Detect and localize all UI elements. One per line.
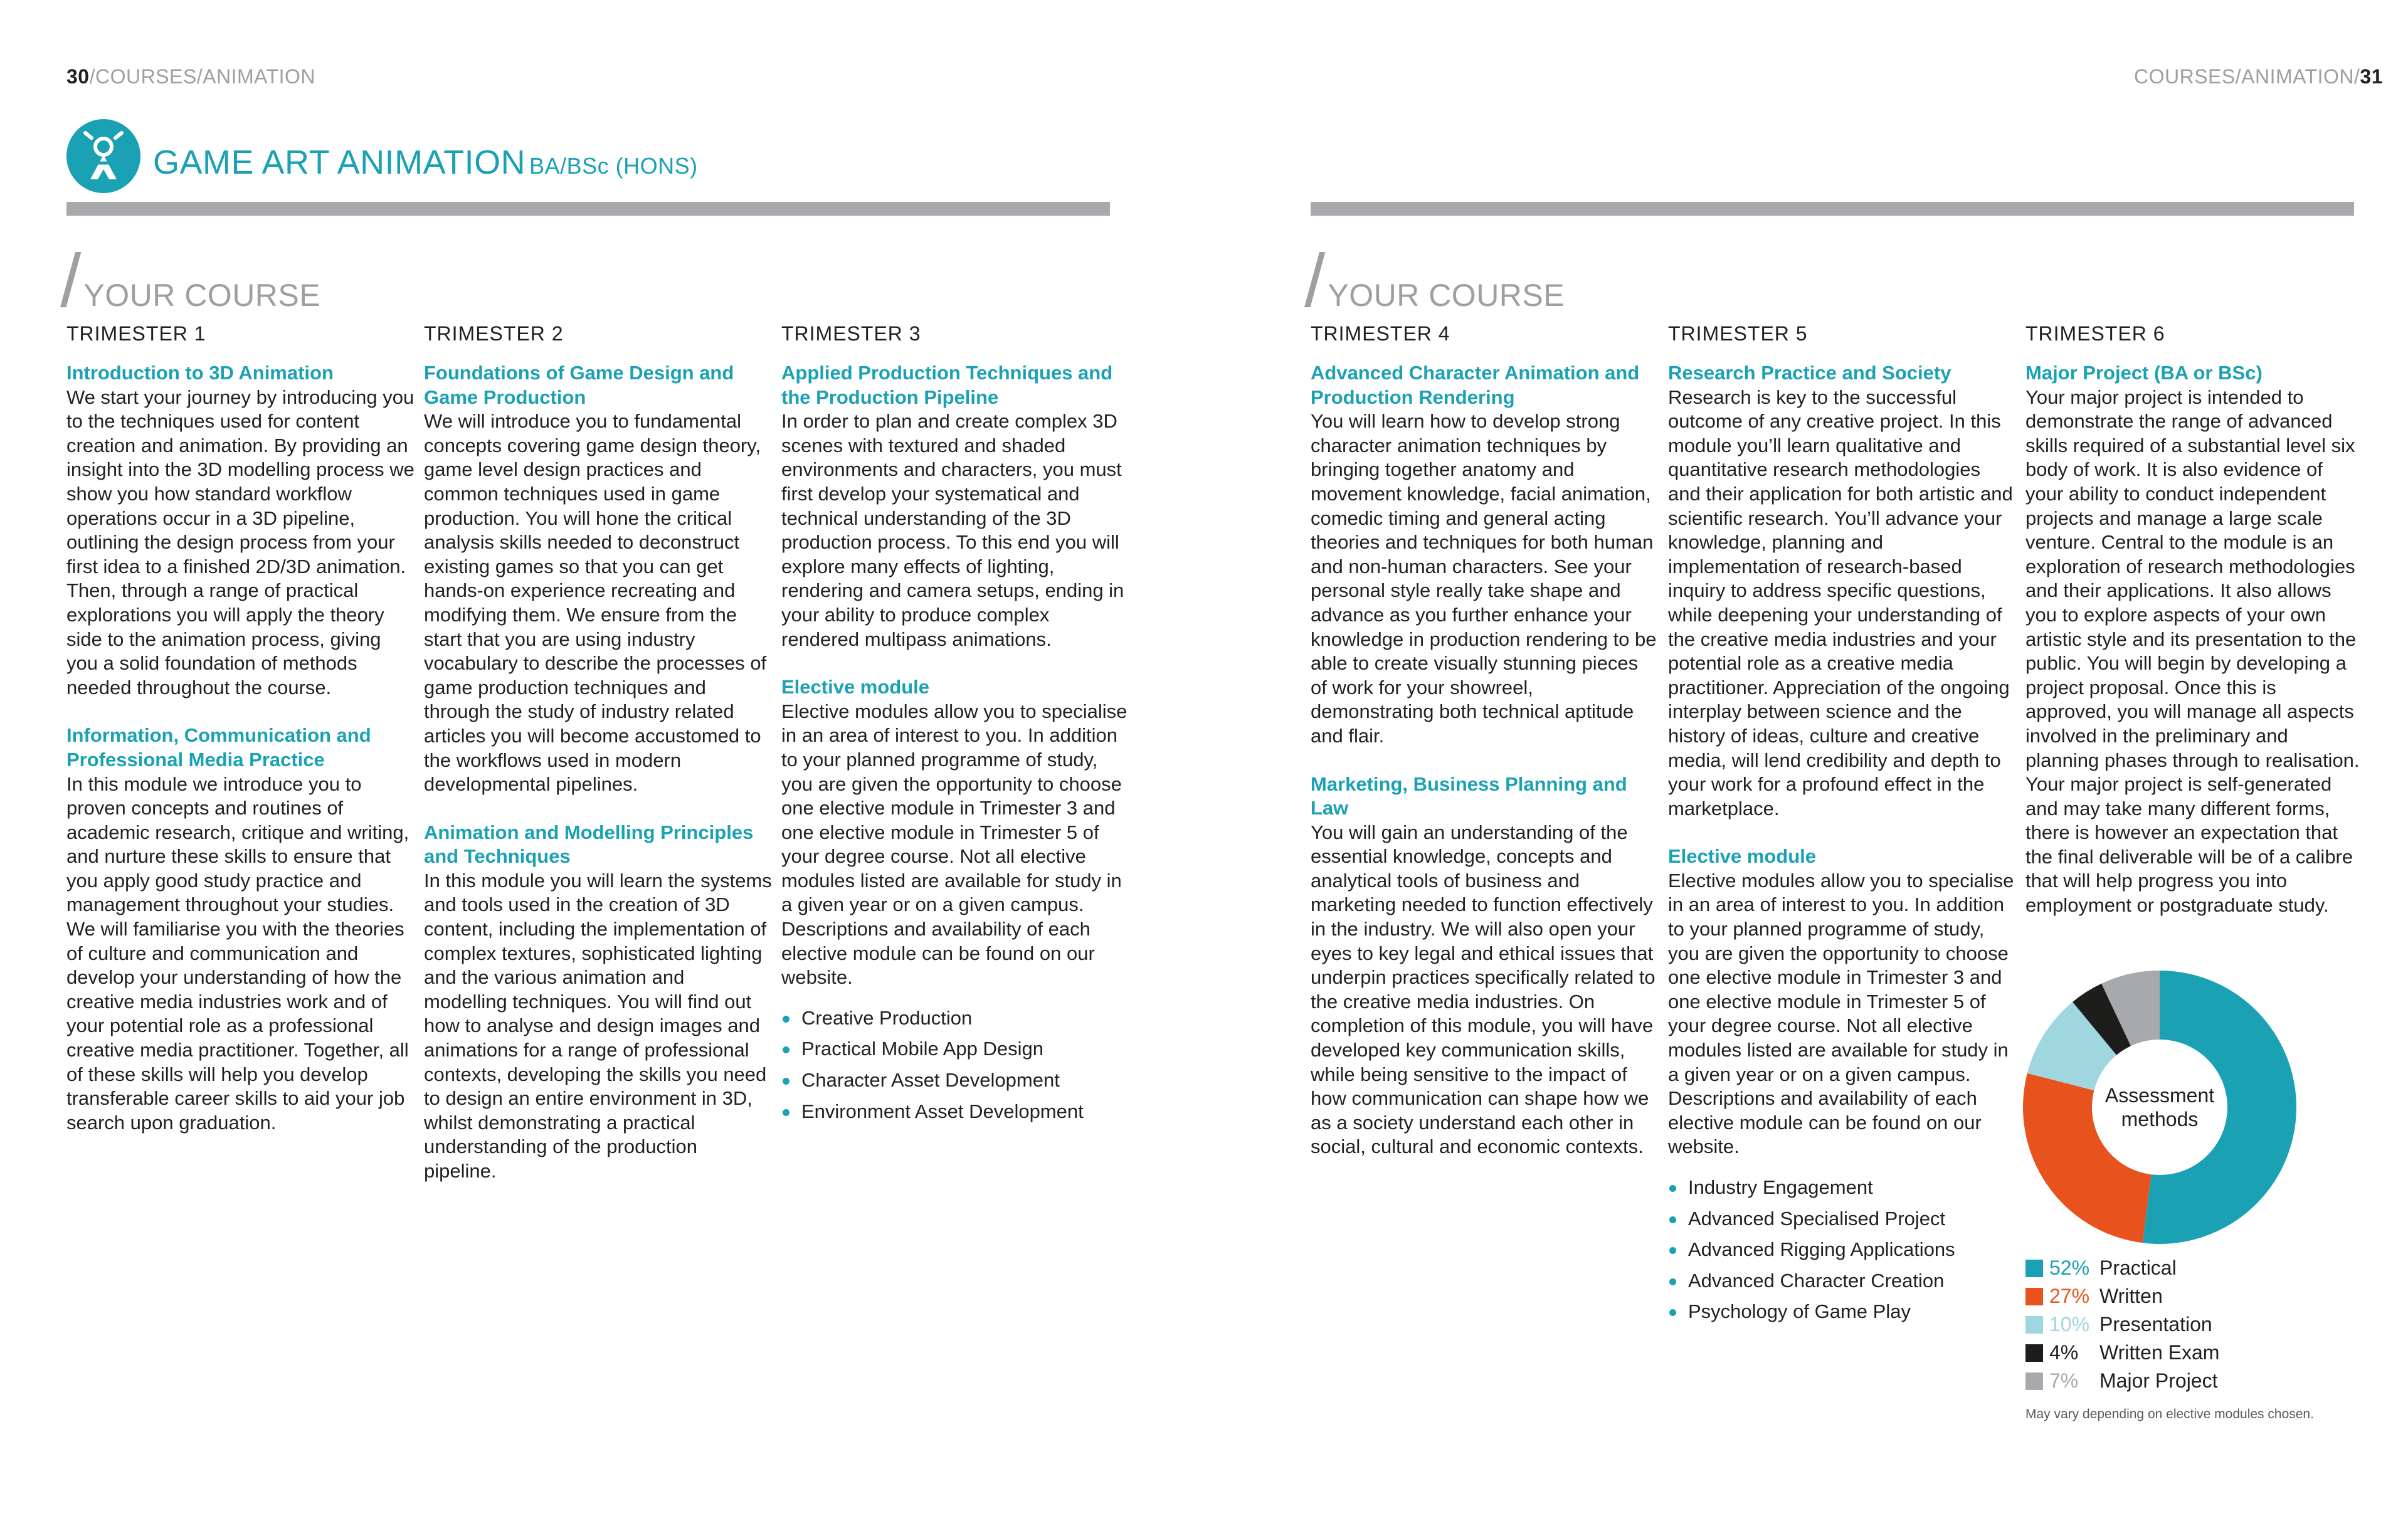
legend-swatch [2025,1344,2043,1362]
course-logo-icon [66,119,140,193]
trimester-title: TRIMESTER 3 [781,322,921,345]
module-body: Elective modules allow you to specialise in an area of interest to you. In addition to your planned programme of study, you are given the opportunity to choose one elective module in Trimester 3 and one elective module in Trimester 5 of your degree course. Not all elective modules listed are available for study in a given year or on a given campus. Descriptions and availability of each elective module can be found on our website. [781,700,1127,989]
legend-label: Written Exam [2099,1341,2220,1364]
trimester-1-column [66,321,415,1159]
legend-percent: 52% [2049,1256,2090,1279]
module-title: Introduction to 3D Animation [66,362,334,384]
module-body: We will introduce you to fundamental concepts covering game design theory, game level design practices and common techniques used in game production. You will hone the critical analysis skills needed to deconstruct existing games so that you can get hands-on experience recreating and modifying them. We ensure from the start that you are using industry vocabulary to describe the processes of game production techniques and through the study of industry related articles you will become accustomed to the workflows used in modern developmental pipelines. [424,410,767,796]
module-body: We start your journey by introducing you to the techniques used for content creation and animation. By providing an insight into the 3D modelling process we show you how standard workflow operations occur in a 3D pipeline, outlining the design process from your first idea to a finished 2D/3D animation. Then, through a range of practical explorations you will apply the theory side to the animation process, giving you a solid foundation of methods needed throughout the course. [66,386,415,698]
header-rule-right [1311,202,2354,216]
course-title [153,143,698,182]
module [1668,361,2017,821]
folio-section-right: COURSES/ANIMATION/ [2133,65,2360,88]
module-title: Information, Communication and Professional Media Practice [66,724,371,771]
module-body: Elective modules allow you to specialise in an area of interest to you. In addition to your planned programme of study, you are given the opportunity to choose one elective module in Trimester 3 and one elective module in Trimester 5 of your degree course. Not all elective modules listed are available for study in a given year or on a given campus. Descriptions and availability of each elective module can be found on our website. [1668,869,2014,1158]
module [424,821,773,1184]
legend-percent: 7% [2049,1369,2079,1392]
module-body: You will gain an understanding of the essential knowledge, concepts and analytical tools of business and marketing needed to function effectively in the industry. We will also open your eyes to key legal and ethical issues that underpin practices specifically related to the creative media industries. On completion of this module, you will have developed key communication skills, while being sensitive to the impact of how communication can shape how we as a society understand each other in social, cultural and economic contexts. [1311,821,1656,1158]
module [781,361,1130,651]
module-body: Your major project is intended to demonstrate the range of advanced skills required of a substantial level six body of work. It is also evidence of your ability to conduct independent projects and manage a large scale venture. Central to the module is an exploration of research methodologies and their applications. It also allows you to explore aspects of your own artistic style and its presentation to the public. You will begin by developing a project proposal. Once this is approved, you will manage all aspects involved in the preliminary and planning phases through to realisation. Your major project is self-generated and may take many different forms, there is however an expectation that the final deliverable will be of a calibre that will help progress you into employment or postgraduate study. [2025,386,2360,917]
section-heading-right [1304,239,1565,323]
folio-section-left: /COURSES/ANIMATION [89,65,316,88]
module [2025,361,2364,918]
module-title: Elective module [781,676,930,698]
folio-right [2134,65,2383,88]
trimester-3-column [781,321,1130,1130]
list-item: Character Asset Development [781,1068,1130,1093]
section-heading-left [60,239,321,323]
legend-percent: 4% [2049,1341,2079,1364]
module [66,724,415,1135]
header-rule-left [66,202,1110,216]
module-body: In this module you will learn the systems and tools used in the creation of 3D content, including the implementation of complex textures, sophisticated lighting and the various animation and modelling techniques. You will find out how to analyse and design images and animations for a range of professional contexts, developing the skills you need to design an entire environment in 3D, whilst demonstrating a practical understanding of the production pipeline. [424,869,772,1182]
heading-label: YOUR COURSE [1328,278,1565,313]
trimester-5-column [1668,321,2017,1331]
module-body: Research is key to the successful outcome of any creative project. In this module you’ll learn qualitative and quantitative research methodologies and their application for both artistic and scientific research. You’ll advance your knowledge, planning and implementation of research-based inquiry to address specific questions, while deepening your understanding of the creative media industries and your potential role as a creative media practitioner. Appreciation of the ongoing interplay between science and the history of ideas, culture and creative media, will lend credibility and depth to your work for a profound effect in the marketplace. [1668,386,2013,819]
trimester-title: TRIMESTER 5 [1668,322,1808,345]
elective-list [781,1006,1130,1124]
donut-center-label [2022,969,2298,1245]
list-item: Creative Production [781,1006,1130,1031]
legend-percent: 27% [2049,1285,2090,1307]
module-body: In order to plan and create complex 3D scenes with textured and shaded environments and characters, you must first develop your systematical and technical understanding of the 3D production process. To this end you will explore many effects of lighting, rendering and camera setups, ending in your ability to produce complex rendered multipass animations. [781,410,1124,650]
chart-legend [2025,1254,2219,1395]
heading-label: YOUR COURSE [83,278,321,313]
legend-label: Practical [2099,1256,2177,1279]
list-item: Advanced Rigging Applications [1668,1238,2017,1262]
module-title: Advanced Character Animation and Production Rendering [1311,362,1640,408]
module-title: Elective module [1668,845,1817,868]
course-award: BA/BSc (HONS) [529,153,698,179]
trimester-title: TRIMESTER 1 [66,322,206,345]
legend-item [2025,1254,2219,1282]
legend-percent: 10% [2049,1313,2090,1335]
module [424,361,773,797]
page-number-right: 31 [2360,65,2383,88]
module [1311,772,1659,1160]
donut-center-line-2: methods [2121,1108,2199,1130]
module [66,361,415,700]
donut-center-line-1: Assessment [2104,1084,2215,1107]
assessment-donut-chart [2022,969,2298,1245]
module [1311,361,1659,749]
trimester-title: TRIMESTER 2 [424,322,564,345]
legend-label: Written [2099,1285,2163,1307]
module [1668,845,2017,1159]
module [781,675,1130,990]
folio-left [66,65,315,88]
legend-item [2025,1367,2219,1395]
module-title: Animation and Modelling Principles and Techniques [424,821,754,868]
legend-item [2025,1310,2219,1339]
list-item: Environment Asset Development [781,1100,1130,1124]
legend-item [2025,1282,2219,1310]
page-number-left: 30 [66,65,90,88]
module-body: You will learn how to develop strong character animation techniques by bringing together anatomy and movement knowledge, facial animation, comedic timing and general acting theories and techniques for both human and non-human characters. See your personal style really take shape and advance as you further enhance your knowledge in production rendering to be able to create visually stunning pieces of work for your showreel, demonstrating both technical aptitude and flair. [1311,410,1657,747]
trimester-title: TRIMESTER 4 [1311,322,1450,345]
legend-swatch [2025,1372,2043,1390]
legend-label: Presentation [2099,1313,2212,1335]
list-item: Psychology of Game Play [1668,1300,2017,1324]
legend-label: Major Project [2099,1369,2218,1392]
module-title: Applied Production Techniques and the Production Pipeline [781,362,1113,408]
legend-item [2025,1339,2219,1367]
trimester-2-column [424,321,773,1208]
trimester-4-column [1311,321,1659,1183]
legend-swatch [2025,1260,2043,1277]
list-item: Advanced Character Creation [1668,1269,2017,1293]
module-title: Major Project (BA or BSc) [2025,362,2263,384]
module-body: In this module we introduce you to proven concepts and routines of academic research, critique and writing, and nurture these skills to ensure that you apply good study practice and management throughout your studies. We will familiarise you with the theories of culture and communication and develop your understanding of how the creative media industries work and of your potential role as a professional creative media practitioner. Together, all of these skills will help you develop transferable career skills to aid your job search upon graduation. [66,772,409,1134]
module-title: Foundations of Game Design and Game Production [424,362,734,408]
chart-footnote: May vary depending on elective modules chosen. [2025,1407,2314,1421]
module-title: Research Practice and Society [1668,362,1951,384]
list-item: Industry Engagement [1668,1176,2017,1200]
heading-slash: / [60,239,82,323]
heading-slash: / [1304,239,1326,323]
course-name: GAME ART ANIMATION [153,144,526,181]
trimester-6-column [2025,321,2364,942]
legend-swatch [2025,1316,2043,1334]
list-item: Practical Mobile App Design [781,1037,1130,1061]
list-item: Advanced Specialised Project [1668,1207,2017,1231]
legend-swatch [2025,1288,2043,1305]
trimester-title: TRIMESTER 6 [2025,322,2165,345]
elective-list [1668,1176,2017,1324]
module-title: Marketing, Business Planning and Law [1311,772,1627,819]
